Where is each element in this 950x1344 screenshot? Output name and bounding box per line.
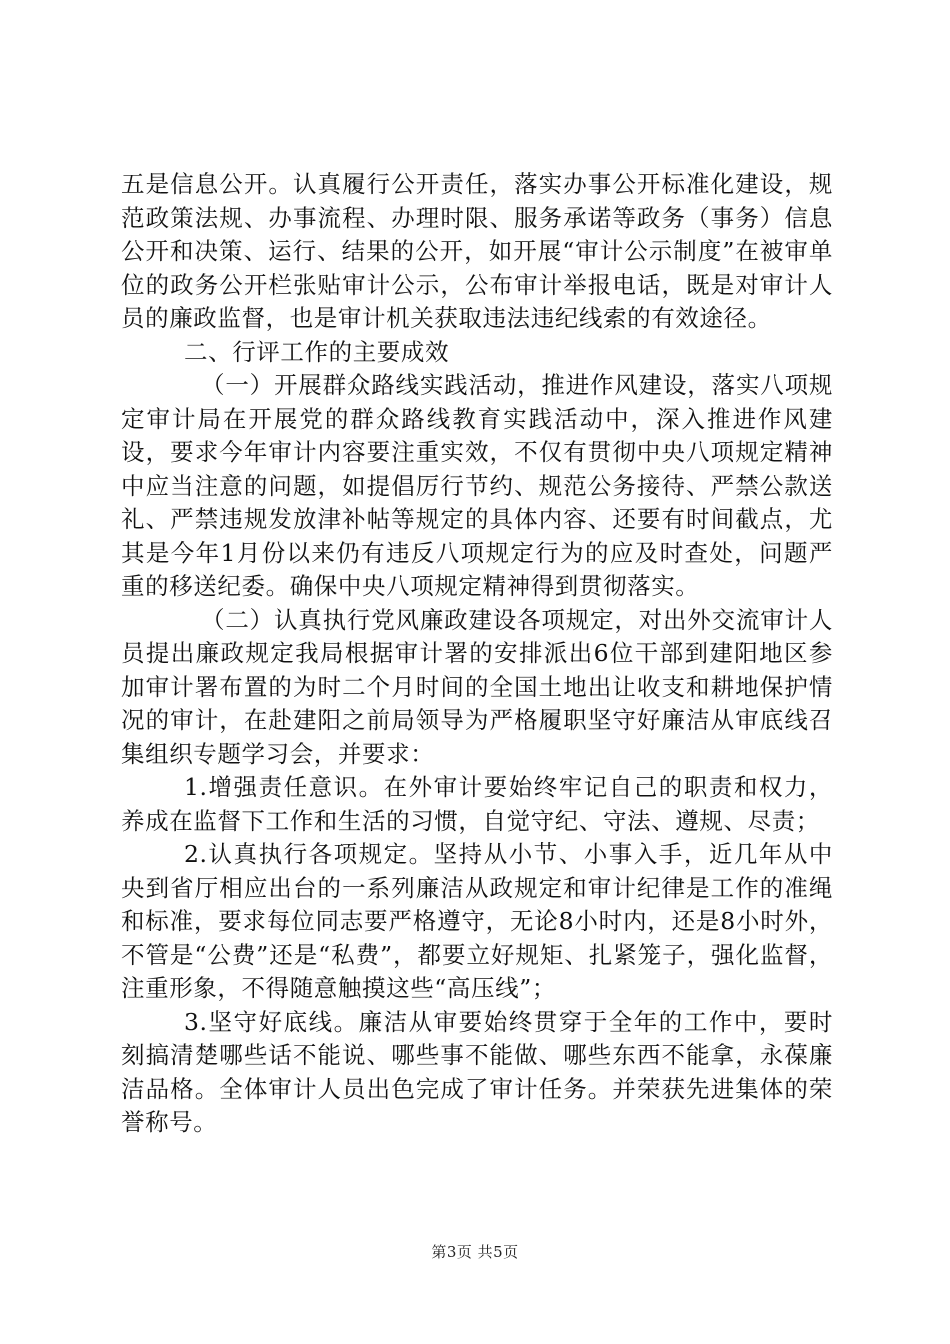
list-item-responsibility: 1.增强责任意识。在外审计要始终牢记自己的职责和权力，养成在监督下工作和生活的习惯，自觉守纪、守法、遵规、尽责； (121, 773, 833, 835)
paragraph-mass-line: （一）开展群众路线实践活动，推进作风建设，落实八项规定审计局在开展党的群众路线教育实践活动中，深入推进作风建设，要求今年审计内容要注重实效，不仅有贯彻中央八项规定精神中应当注意的问题，如提倡厉行节约、规范公务接待、严禁公款送礼、严禁违规发放津补帖等规定的具体内容、还要有时间截点，尤其是今年1月份以来仍有违反八项规定行为的应及时查处，问题严重的移送纪委。确保中央八项规定精神得到贯彻落实。 (121, 371, 833, 600)
section-heading-results: 二、行评工作的主要成效 (184, 337, 450, 366)
paragraph-info-disclosure: 五是信息公开。认真履行公开责任，落实办事公开标准化建设，规范政策法规、办事流程、办理时限、服务承诺等政务（事务）信息公开和决策、运行、结果的公开，如开展“审计公示制度”在被审单位的政务公开栏张贴审计公示，公布审计举报电话，既是对审计人员的廉政监督，也是审计机关获取违法违纪线索的有效途径。 (121, 170, 833, 332)
paragraph-integrity-rules: （二）认真执行党风廉政建设各项规定，对出外交流审计人员提出廉政规定我局根据审计署的安排派出6位干部到建阳地区参加审计署布置的为时二个月时间的全国土地出让收支和耕地保护情况的审计，在赴建阳之前局领导为严格履职坚守好廉洁从审底线召集组织专题学习会，并要求： (121, 605, 833, 768)
document-body (121, 168, 833, 1140)
list-item-regulations: 2.认真执行各项规定。坚持从小节、小事入手，近几年从中央到省厅相应出台的一系列廉洁从政规定和审计纪律是工作的准绳和标准，要求每位同志要严格遵守，无论8小时内，还是8小时外，不管是“公费”还是“私费”，都要立好规矩、扎紧笼子，强化监督，注重形象，不得随意触摸这些“高压线”； (121, 840, 833, 1002)
list-item-bottom-line: 3.坚守好底线。廉洁从审要始终贯穿于全年的工作中，要时刻搞清楚哪些话不能说、哪些事不能做、哪些东西不能拿，永葆廉洁品格。全体审计人员出色完成了审计任务。并荣获先进集体的荣誉称号。 (121, 1007, 833, 1136)
page-number-footer: 第3页 共5页 (431, 1243, 519, 1261)
